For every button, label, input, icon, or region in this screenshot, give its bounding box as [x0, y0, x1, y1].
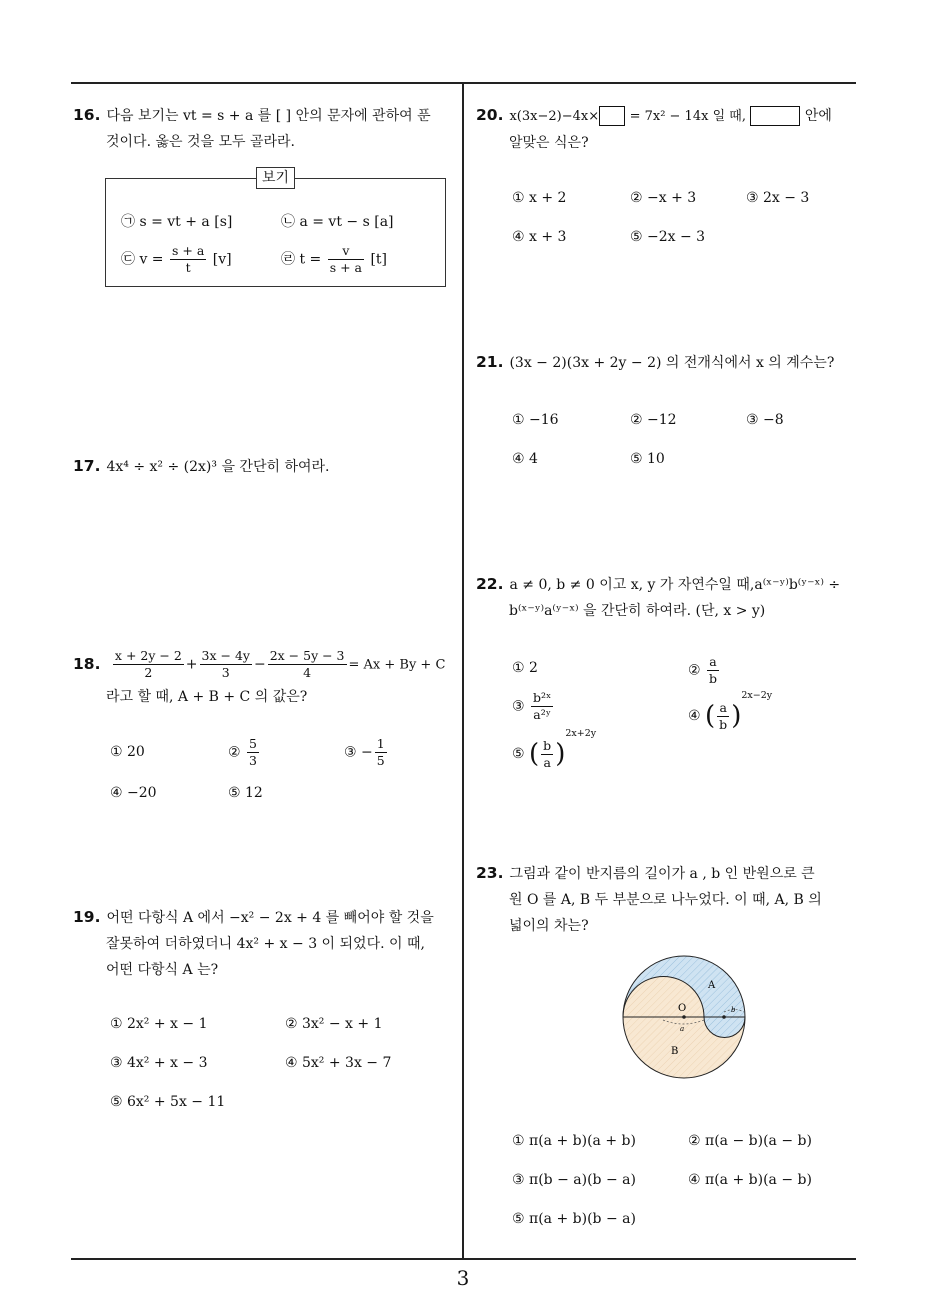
question-text: 것이다. 옳은 것을 모두 골라라.	[106, 134, 295, 150]
example-item: ㉡ a = vt − s [a]	[281, 214, 394, 230]
choice-4[interactable]: ④ x + 3	[512, 229, 567, 245]
question-text: 4x⁴ ÷ x² ÷ (2x)³ 을 간단히 하여라.	[106, 459, 330, 475]
choice-2[interactable]: ② π(a − b)(a − b)	[688, 1133, 812, 1149]
choice-4[interactable]: ④ −20	[110, 785, 157, 801]
choice-2[interactable]: ② −12	[630, 412, 677, 428]
label-a-region: A	[708, 980, 716, 991]
center-b	[722, 1015, 726, 1019]
label-b-radius: b	[731, 1006, 736, 1014]
choice-5[interactable]: ⑤ 12	[228, 785, 263, 801]
bottom-rule	[71, 1258, 856, 1260]
circle-figure	[620, 952, 754, 1086]
example-item: ㉠ s = vt + a [s]	[121, 214, 233, 230]
question-22: 22. a ≠ 0, b ≠ 0 이고 x, y 가 자연수일 때,a⁽ˣ⁻ʸ⁾b⁽ʸ⁻ˣ⁾ ÷ b⁽ˣ⁻ʸ⁾a⁽ʸ⁻ˣ⁾ 을 간단히 하여라. (단, x > y)	[476, 575, 841, 619]
choice-4[interactable]: ④ π(a + b)(a − b)	[688, 1172, 812, 1188]
question-23: 23. 그림과 같이 반지름의 길이가 a , b 인 반원으로 큰 원 O 를 A, B 두 부분으로 나누었다. 이 때, A, B 의 넓이의 차는?	[476, 864, 822, 934]
choice-5[interactable]: ⑤ ( $\frac{b}{a}$ )$^{2x+2y}$	[512, 728, 597, 770]
choice-2[interactable]: ② $\frac{5}{3}$	[228, 736, 257, 768]
choice-5[interactable]: ⑤ −2x − 3	[630, 229, 706, 245]
example-item: ㉢ v = $\frac{s + a}{t}$ [v]	[121, 243, 232, 275]
fraction: $\frac{x + 2y - 2}{2}$	[114, 648, 182, 680]
question-17	[73, 453, 458, 480]
choice-1[interactable]: ① −16	[512, 412, 559, 428]
choice-1[interactable]: ① 2x² + x − 1	[110, 1016, 208, 1032]
choice-4[interactable]: ④ ( $\frac{a}{b}$ )$^{2x-2y}$	[688, 690, 773, 732]
choice-3[interactable]: ③ $\frac{\text{b²ˣ}}{\text{a²ʸ}}$	[512, 690, 552, 722]
question-19: 19. 어떤 다항식 A 에서 −x² − 2x + 4 를 빼어야 할 것을 잘못하여 더하였더니 4x² + x − 3 이 되었다. 이 때, 어떤 다항식 A 는?	[73, 908, 434, 978]
choice-5[interactable]: ⑤ 6x² + 5x − 11	[110, 1094, 226, 1110]
choice-2[interactable]: ② $\frac{a}{b}$	[688, 654, 718, 686]
column-divider	[462, 83, 464, 1259]
question-number: 22.	[476, 575, 504, 593]
label-a-radius: a	[680, 1025, 685, 1033]
question-21: 21. (3x − 2)(3x + 2y − 2) 의 전개식에서 x 의 계수는?	[476, 353, 835, 371]
question-20: 20. x(3x−2)−4x× = 7x² − 14x 일 때, 안에 알맞은 식은?	[476, 106, 832, 151]
question-number: 20.	[476, 106, 504, 124]
question-text: 라고 할 때, A + B + C 의 값은?	[106, 689, 308, 705]
choice-1[interactable]: ① 2	[512, 660, 538, 676]
choice-5[interactable]: ⑤ 10	[630, 451, 665, 467]
choice-4[interactable]: ④ 5x² + 3x − 7	[285, 1055, 392, 1071]
fraction: $\frac{3x - 4y}{3}$	[201, 648, 250, 680]
choice-1[interactable]: ① x + 2	[512, 190, 567, 206]
label-o: O	[678, 1003, 687, 1014]
question-number: 21.	[476, 353, 504, 371]
page-number: 3	[456, 1266, 470, 1290]
top-rule	[71, 82, 856, 84]
question-18: 18. $\frac{x + 2y - 2}{2}$ + $\frac{3x - 4y}{3}$ − $\frac{2x - 5y - 3}{4}$ = Ax + By + C	[73, 648, 446, 680]
choice-5[interactable]: ⑤ π(a + b)(b − a)	[512, 1211, 636, 1227]
choice-4[interactable]: ④ 4	[512, 451, 538, 467]
choice-2[interactable]: ② 3x² − x + 1	[285, 1016, 383, 1032]
blank-box	[750, 106, 800, 126]
blank-box	[599, 106, 625, 126]
label-b-region: B	[671, 1046, 679, 1057]
question-text: 다음 보기는 vt = s + a 를 [ ] 안의 문자에 관하여 푼	[106, 108, 431, 124]
question-number: 23.	[476, 864, 504, 882]
choice-3[interactable]: ③ π(b − a)(b − a)	[512, 1172, 636, 1188]
fraction: $\frac{2x - 5y - 3}{4}$	[269, 648, 345, 680]
choice-3[interactable]: ③ −8	[746, 412, 784, 428]
choice-3[interactable]: ③ 2x − 3	[746, 190, 810, 206]
question-number: 19.	[73, 908, 101, 926]
example-item: ㉣ t = $\frac{v}{s + a}$ [t]	[281, 243, 388, 275]
choice-1[interactable]: ① 20	[110, 744, 145, 760]
question-number: 18.	[73, 654, 101, 673]
center-o	[682, 1015, 686, 1019]
example-box	[105, 170, 446, 287]
choice-2[interactable]: ② −x + 3	[630, 190, 697, 206]
question-number: 16.	[73, 106, 101, 124]
question-16	[73, 102, 458, 155]
choice-1[interactable]: ① π(a + b)(a + b)	[512, 1133, 636, 1149]
choice-3[interactable]: ③ 4x² + x − 3	[110, 1055, 208, 1071]
choice-3[interactable]: ③ − $\frac{1}{5}$	[344, 736, 385, 768]
example-box-title: 보기	[256, 167, 295, 189]
question-number: 17.	[73, 457, 101, 475]
